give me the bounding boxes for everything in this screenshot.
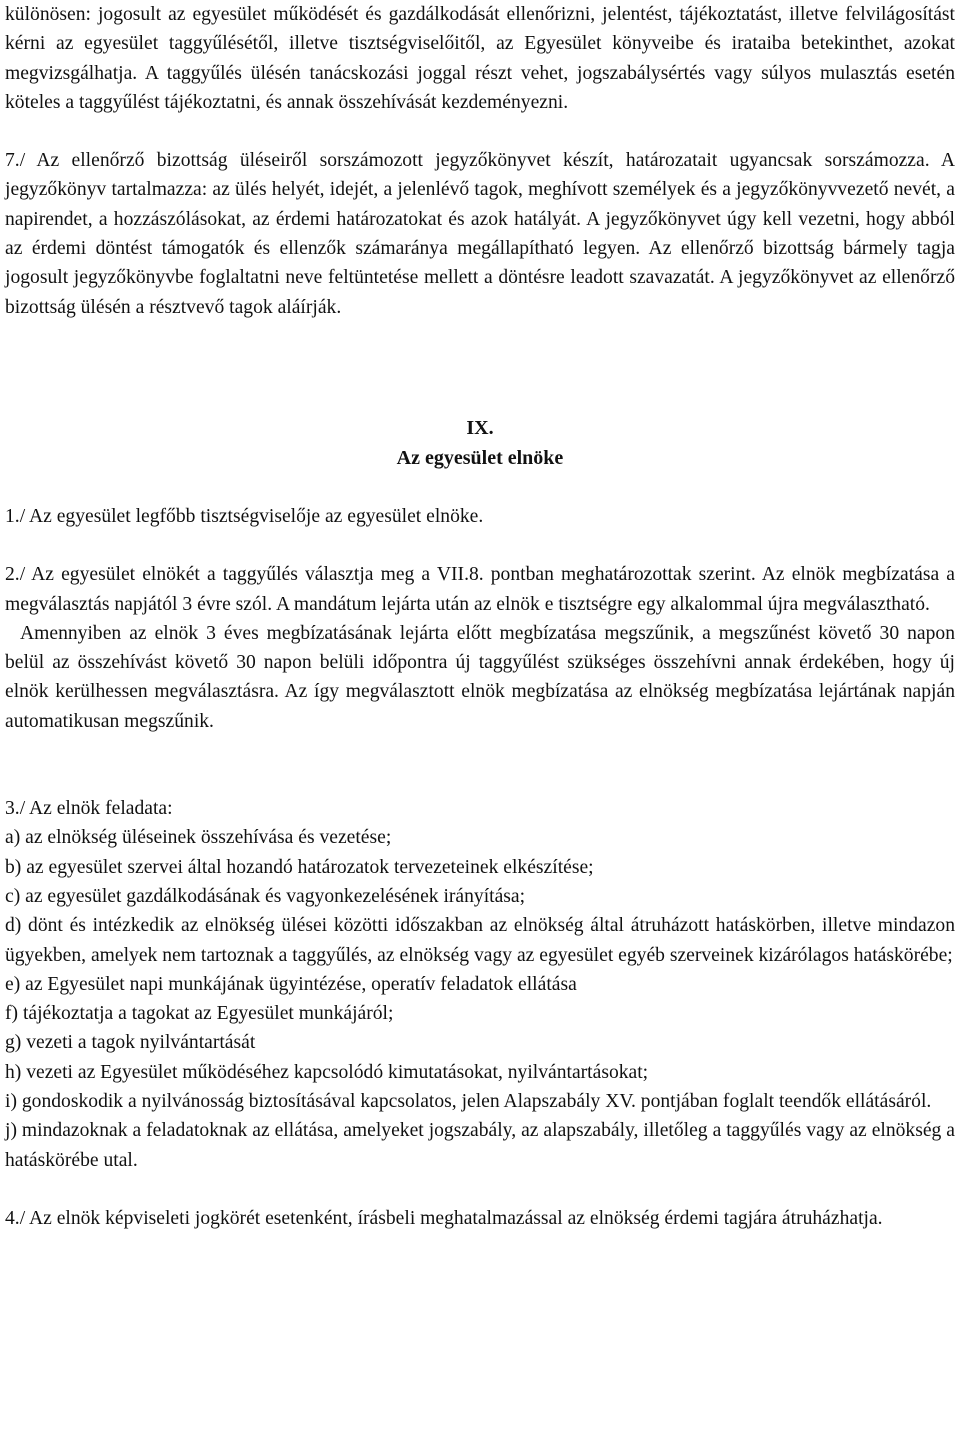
paragraph-3-title: 3./ Az elnök feladata: [5,798,173,820]
list-item: g) vezeti a tagok nyilvántartását [5,1032,256,1054]
paragraph-intro: különösen: jogosult az egyesület működését és gazdálkodását ellenőrizni, jelentést, tájékoztatást, illetve felvilágosítást kérni az egyesület taggyűlésétől, illetve tisztségviselőitől, az Egyesület könyveibe és irataiba betekinthet, azokat megvizsgálhatja. A taggyűlés ülésén tanácskozási joggal részt vehet, jogszabálysértés vagy súlyos mulasztás esetén köteles a taggyűlést tájékoztatni, és annak összehívását kezdeményezni. [5,4,955,113]
paragraph-7: 7./ Az ellenőrző bizottság üléseiről sorszámozott jegyzőkönyvet készít, határozatait ugyancsak sorszámozza. A jegyzőkönyv tartalmazza: az ülés helyét, idejét, a jelenlévő tagok, meghívott személyek és a jegyzőkönyvvezető nevét, a napirendet, a hozzászólásokat, az érdemi határozatokat és azok hatályát. A jegyzőkönyvet úgy kell vezetni, hogy abból az érdemi döntést támogatók és ellenzők számaránya megállapítható legyen. Az ellenőrző bizottság bármely tagja jogosult jegyzőkönyvbe foglaltatni neve feltüntetése mellett a döntésre leadott szavazatát. A jegyzőkönyvet az ellenőrző bizottság ülésén a résztvevő tagok aláírják. [5,150,955,318]
paragraph-1: 1./ Az egyesület legfőbb tisztségviselője az egyesület elnöke. [5,505,484,527]
list-item: e) az Egyesület napi munkájának ügyintézése, operatív feladatok ellátása [5,973,577,995]
spacer [5,736,955,794]
paragraph-4: 4./ Az elnök képviseleti jogkörét esetenként, írásbeli meghatalmazással az elnökség érdemi tagjára átruházhatja. [5,1207,883,1229]
duties-list [5,823,955,1175]
section-title: Az egyesület elnöke [396,446,564,469]
list-item: b) az egyesület szervei által hozandó határozatok tervezeteinek elkészítése; [5,856,594,878]
list-item: i) gondoskodik a nyilvánosság biztosításával kapcsolatos, jelen Alapszabály XV. pontjában foglalt teendők ellátásáról. [5,1091,932,1113]
document-page [5,0,955,1233]
spacer [5,322,955,413]
spacer [5,531,955,560]
paragraph-2: 2./ Az egyesület elnökét a taggyűlés választja meg a VII.8. pontban meghatározottak szerint. Az elnök megbízatása a megválasztás napjától 3 évre szól. A mandátum lejárta után az elnök e tisztségre egy alkalommal újra megválasztható. [5,564,955,615]
section-number: IX. [466,416,494,439]
list-item: c) az egyesület gazdálkodásának és vagyonkezelésének irányítása; [5,885,526,907]
spacer [5,1175,955,1204]
list-item: a) az elnökség üléseinek összehívása és vezetése; [5,827,392,849]
list-item: f) tájékoztatja a tagokat az Egyesület munkájáról; [5,1003,394,1025]
list-item: j) mindazoknak a feladatoknak az ellátása, amelyeket jogszabály, az alapszabály, illetőleg a taggyűlés vagy az elnökség a hatáskörébe utal. [5,1120,955,1171]
paragraph-2-continued: Amennyiben az elnök 3 éves megbízatásának lejárta előtt megbízatása megszűnik, a megszűnést követő 30 napon belül az összehívást követő 30 napon belüli időpontra új taggyűlést szükséges összehívni annak érdekében, hogy új elnök kerülhessen megválasztásra. Az így megválasztott elnök megbízatása az elnökség megbízatása lejártának napján automatikusan megszűnik. [5,622,955,732]
list-item: d) dönt és intézkedik az elnökség ülései közötti időszakban az elnökség által átruházott hatáskörben, illetve mindazon ügyekben, amelyek nem tartoznak a taggyűlés, az elnökség vagy az egyesület egyéb szerveinek kizárólagos hatáskörébe; [5,915,955,966]
spacer [5,117,955,146]
spacer [5,473,955,502]
list-item: h) vezeti az Egyesület működéséhez kapcsolódó kimutatásokat, nyilvántartásokat; [5,1061,649,1083]
